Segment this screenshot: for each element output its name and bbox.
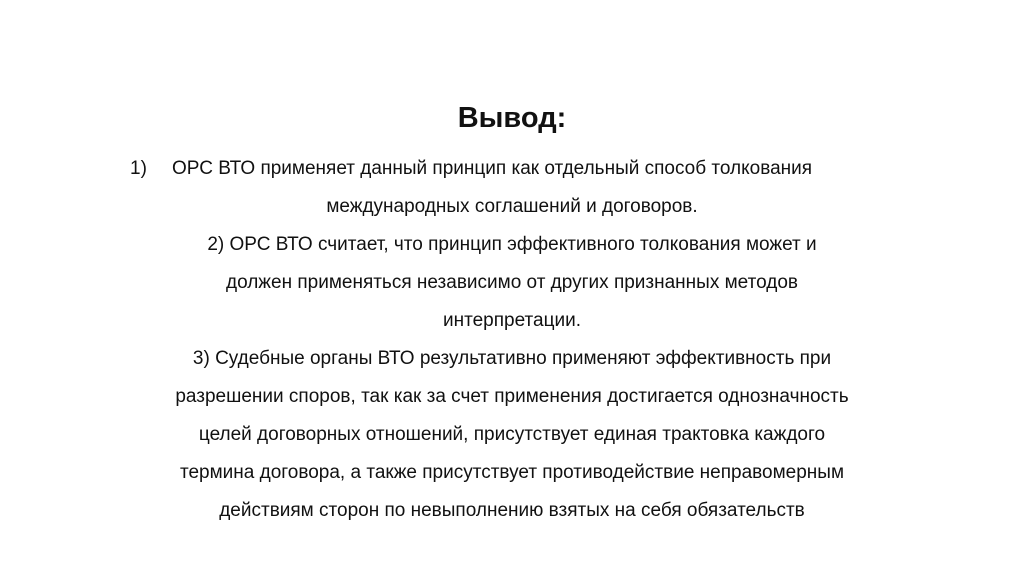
conclusion-item-3-line-2: разрешении споров, так как за счет применения достигается однозначность: [175, 386, 849, 407]
conclusion-item-1-line-2: международных соглашений и договоров.: [326, 196, 698, 217]
conclusion-item-1-text: ОРС ВТО применяет данный принцип как отдельный способ толкования: [172, 158, 813, 179]
conclusion-item-1-line-1: [100, 150, 924, 188]
conclusion-item-3-line-3: целей договорных отношений, присутствует единая трактовка каждого: [198, 424, 826, 445]
slide-title: Вывод:: [457, 102, 567, 134]
conclusion-list: [100, 150, 924, 530]
conclusion-item-2-line-2: должен применяться независимо от других признанных методов: [225, 272, 798, 293]
conclusion-item-3-line-4: термина договора, а также присутствует противодействие неправомерным: [179, 462, 845, 483]
conclusion-item-3-line-1: 3) Судебные органы ВТО результативно применяют эффективность при: [192, 348, 832, 369]
conclusion-item-2-line-3: интерпретации.: [443, 310, 581, 331]
conclusion-item-2-line-1: 2) ОРС ВТО считает, что принцип эффективного толкования может и: [207, 234, 817, 255]
conclusion-item-3-line-5: действиям сторон по невыполнению взятых на себя обязательств: [219, 500, 805, 521]
list-marker-1: 1): [130, 158, 147, 179]
